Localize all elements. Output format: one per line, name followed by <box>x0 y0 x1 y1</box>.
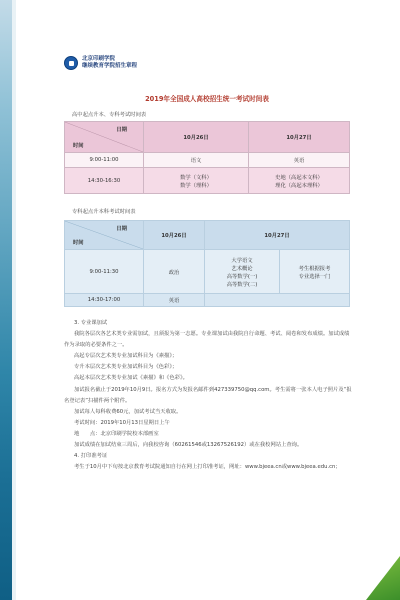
table1-corner-cell <box>65 122 144 153</box>
paragraph: 高起专层次艺术类专业加试科目为《素描》； <box>74 353 178 360</box>
table1-hdr-time: 时间 <box>73 143 84 149</box>
left-decorative-stripe <box>12 0 16 600</box>
table1-row2-c2b: 理化（高起本理科） <box>275 182 323 189</box>
logo-line1: 北京印刷学院 <box>82 56 116 62</box>
table2-row1-time: 9:00-11:30 <box>65 250 144 294</box>
exam-table-1 <box>64 121 350 194</box>
table2-col2-header: 10月27日 <box>205 221 350 250</box>
table2-row2-c2 <box>205 294 350 307</box>
section-heading-4: 4. 打印准考证 <box>74 453 108 460</box>
table1-label: 高中起点升本、专科考试时间表 <box>72 112 147 118</box>
logo-line2: 继续教育学院招生章程 <box>82 63 138 69</box>
paragraph: 加试报名截止于2019年10月9日。报名方式为发报名邮件到427339750@qq.com。考生需将一张本人电子照片及“报名登记表”扫描件两个附件。 <box>64 386 352 404</box>
body-text <box>64 318 352 473</box>
corner-decoration <box>366 556 400 600</box>
table2-subject-4: 高等数学(二) <box>226 281 258 288</box>
page-title: 2019年全国成人高校招生统一考试时间表 <box>145 95 269 103</box>
header-logo <box>64 56 137 70</box>
table1-row2-c2a: 史地（高起本文科） <box>275 174 323 181</box>
school-emblem-icon <box>64 56 78 70</box>
table2-row1-c1: 政治 <box>144 250 205 294</box>
table1-row2-c1b: 数学（理科） <box>180 182 212 189</box>
paragraph: 加试每人每科收费60元，加试考试当天收取。 <box>74 408 182 415</box>
table2-label: 专科起点升本科考试时间表 <box>72 209 136 215</box>
paragraph: 我院各层次各艺术类专业需加试，且须报为第一志愿。专业课加试由我院自行命题、考试、阅卷和发布成绩。加试成绩作为录取的必要条件之一。 <box>64 331 350 349</box>
table2-note-2: 专业选择一门 <box>298 273 331 280</box>
table1-row2-c2 <box>249 168 350 194</box>
exam-table-2 <box>64 220 350 307</box>
table2-note-1: 考生根据报考 <box>298 265 331 272</box>
table2-hdr-time: 时间 <box>73 240 84 246</box>
table1-row1-c2: 英语 <box>249 153 350 168</box>
paragraph: 加试成绩在加试结束三周后，向我校咨询（60261546或13267526192）或在我校网站上查询。 <box>74 442 303 449</box>
table1-row2-time: 14:30-16:30 <box>65 168 144 194</box>
paragraph: 考试时间：2019年10月13日星期日上午 <box>74 419 170 426</box>
table2-subject-1: 大学语文 <box>231 257 253 264</box>
table2-col1-header: 10月26日 <box>144 221 205 250</box>
table1-hdr-date: 日期 <box>116 127 127 133</box>
section-heading-3: 3. 专业课加试 <box>74 320 108 326</box>
paragraph: 考生于10月中下旬按北京教育考试院通知自行在网上打印准考证，网址：www.bjeea.cn或www.bjeea.edu.cn； <box>74 464 341 471</box>
table2-subject-3: 高等数学(一) <box>226 273 258 280</box>
table2-corner-cell <box>65 221 144 250</box>
table1-col2-header: 10月27日 <box>249 122 350 153</box>
table-row <box>65 294 350 307</box>
table1-row2-c1 <box>144 168 249 194</box>
table2-row1-c2a <box>205 250 280 294</box>
table1-row1-time: 9:00-11:00 <box>65 153 144 168</box>
paragraph: 专升本层次艺术类专业加试科目为《色彩》； <box>74 364 178 371</box>
table-row <box>65 168 350 194</box>
table-row <box>65 250 350 294</box>
table1-row1-c1: 语文 <box>144 153 249 168</box>
logo-text <box>82 56 137 70</box>
paragraph: 地 点：北京印刷学院校本部画室 <box>74 430 159 437</box>
paragraph: 高起本层次艺术类专业加试《素描》和《色彩》。 <box>74 375 188 382</box>
table-row <box>65 153 350 168</box>
table1-col1-header: 10月26日 <box>144 122 249 153</box>
table1-row2-c1a: 数学（文科） <box>180 174 212 181</box>
table2-hdr-date: 日期 <box>116 226 127 232</box>
table2-row2-c1: 英语 <box>144 294 205 307</box>
table2-row2-time: 14:30-17:00 <box>65 294 144 307</box>
left-decorative-bar <box>0 0 12 600</box>
table2-row1-c2b <box>280 250 350 294</box>
table2-subject-2: 艺术概论 <box>231 265 253 272</box>
